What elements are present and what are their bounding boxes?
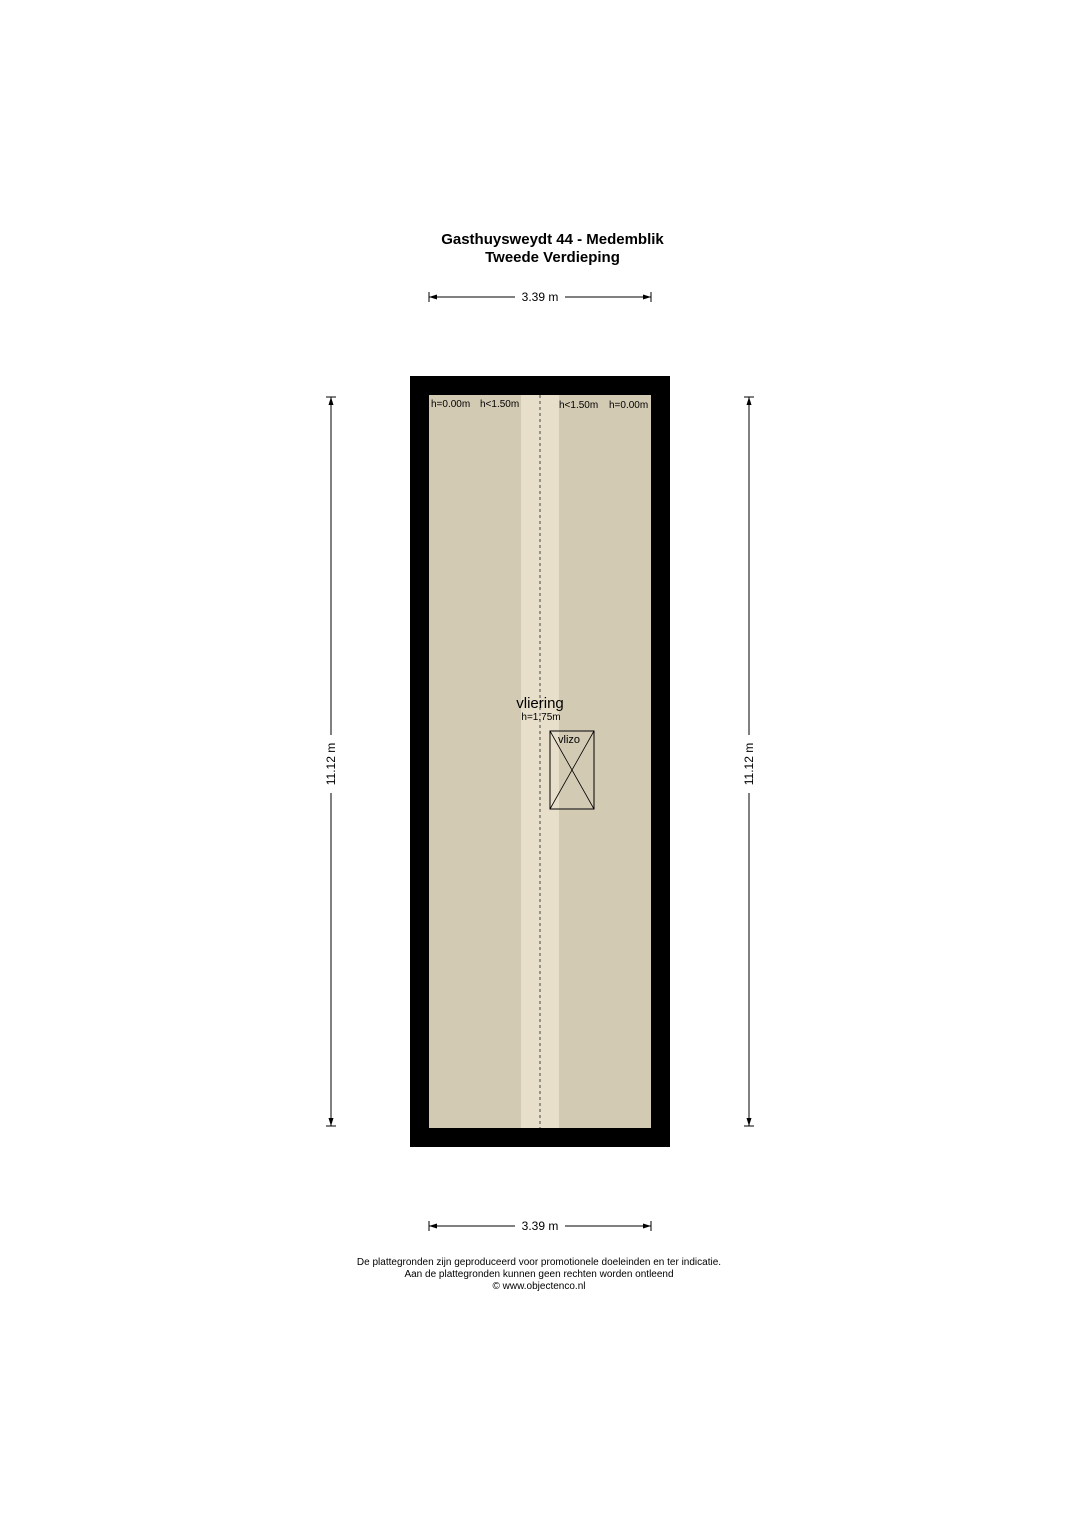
- right-dimension-line: [742, 397, 756, 1126]
- copyright-line: © www.objectenco.nl: [492, 1281, 586, 1292]
- top-dimension-line: [429, 290, 651, 304]
- left-dimension-line: [324, 397, 338, 1126]
- height-marker-right-slope: h<1.50m: [559, 400, 599, 411]
- height-marker-left-eaves: h=0.00m: [431, 399, 471, 410]
- plan-title-floor: Tweede Verdieping: [485, 249, 620, 266]
- right-dimension-label: 11.12 m: [742, 742, 756, 786]
- bottom-dimension-label: 3.39 m: [521, 1219, 559, 1233]
- disclaimer-line-2: Aan de plattegronden kunnen geen rechten worden ontleend: [404, 1269, 674, 1280]
- room-height: h=1.75m: [521, 712, 561, 723]
- plan-title-address: Gasthuysweydt 44 - Medemblik: [441, 231, 664, 248]
- disclaimer-line-1: De plattegronden zijn geproduceerd voor promotionele doeleinden en ter indicatie.: [356, 1257, 722, 1268]
- top-dimension-label: 3.39 m: [521, 290, 559, 304]
- attic-hatch-label: vlizo: [558, 734, 581, 746]
- left-dimension-label: 11.12 m: [324, 742, 338, 786]
- room-name: vliering: [516, 695, 564, 712]
- height-marker-right-eaves: h=0.00m: [609, 400, 649, 411]
- bottom-dimension-line: [429, 1219, 651, 1233]
- height-marker-left-slope: h<1.50m: [480, 399, 520, 410]
